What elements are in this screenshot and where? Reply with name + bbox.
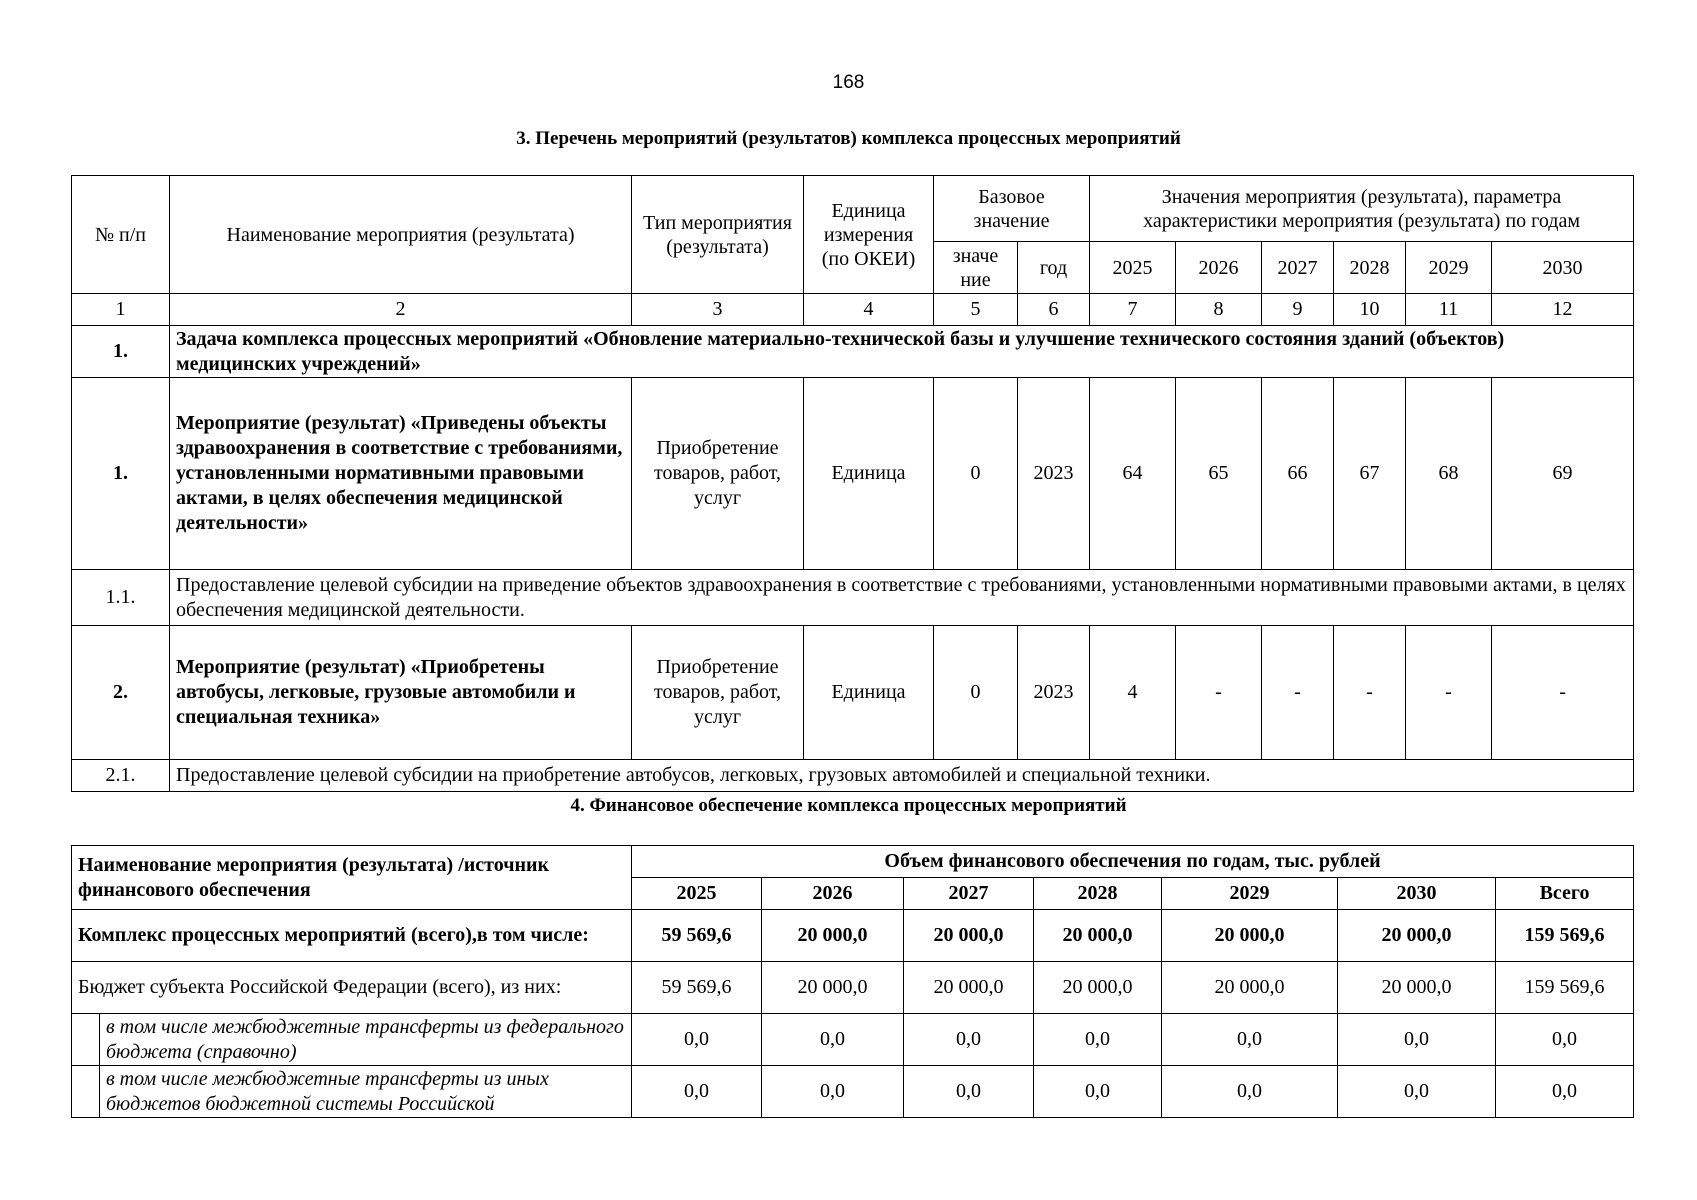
task-row xyxy=(72,326,1634,378)
fin-total: 159 569,6 xyxy=(1496,910,1634,962)
header-year: 2029 xyxy=(1406,242,1492,294)
activities-table xyxy=(71,175,1634,792)
fin-header-year: 2025 xyxy=(632,878,762,910)
fin-value: 20 000,0 xyxy=(904,910,1034,962)
column-number: 8 xyxy=(1176,294,1262,326)
activity-value: 64 xyxy=(1090,378,1176,570)
fin-row xyxy=(72,1014,1634,1066)
column-number: 7 xyxy=(1090,294,1176,326)
fin-row xyxy=(72,962,1634,1014)
fin-value: 20 000,0 xyxy=(904,962,1034,1014)
column-number: 1 xyxy=(72,294,170,326)
fin-total: 0,0 xyxy=(1496,1014,1634,1066)
activity-num: 2. xyxy=(72,626,170,760)
header-year: 2028 xyxy=(1334,242,1406,294)
fin-row-name: в том числе межбюджетные трансферты из федерального бюджета (справочно) xyxy=(100,1014,632,1066)
column-number: 10 xyxy=(1334,294,1406,326)
activity-base-value: 0 xyxy=(934,378,1018,570)
activity-value: - xyxy=(1176,626,1262,760)
header-year: 2027 xyxy=(1262,242,1334,294)
activity-type: Приобретение товаров, работ, услуг xyxy=(632,378,804,570)
fin-value: 20 000,0 xyxy=(1162,962,1338,1014)
fin-value: 20 000,0 xyxy=(1034,910,1162,962)
fin-value: 0,0 xyxy=(1338,1066,1496,1118)
fin-value: 20 000,0 xyxy=(1338,910,1496,962)
activity-value: - xyxy=(1334,626,1406,760)
sub-activity-num: 2.1. xyxy=(72,760,170,792)
fin-value: 0,0 xyxy=(632,1066,762,1118)
activity-value: 66 xyxy=(1262,378,1334,570)
sub-activity-row xyxy=(72,570,1634,626)
fin-value: 0,0 xyxy=(1338,1014,1496,1066)
activity-value: 67 xyxy=(1334,378,1406,570)
column-number: 11 xyxy=(1406,294,1492,326)
column-number: 4 xyxy=(804,294,934,326)
fin-row-name: Бюджет субъекта Российской Федерации (всего), из них: xyxy=(72,962,632,1014)
activity-name: Мероприятие (результат) «Приведены объекты здравоохранения в соответствие с требованиями, установленными нормативными правовыми актами, в целях обеспечения медицинской деятельности» xyxy=(170,378,632,570)
sub-activity-text: Предоставление целевой субсидии на приведение объектов здравоохранения в соответствие с требованиями, установленными нормативными правовыми актами, в целях обеспечения медицинской деятельности. xyxy=(170,570,1634,626)
activity-base-year: 2023 xyxy=(1018,378,1090,570)
fin-value: 0,0 xyxy=(1034,1014,1162,1066)
fin-value: 0,0 xyxy=(904,1014,1034,1066)
fin-value: 0,0 xyxy=(1162,1066,1338,1118)
fin-value: 0,0 xyxy=(904,1066,1034,1118)
header-base: Базовое значение xyxy=(934,176,1090,242)
column-number: 2 xyxy=(170,294,632,326)
activity-num: 1. xyxy=(72,378,170,570)
fin-header-year: 2028 xyxy=(1034,878,1162,910)
fin-value: 59 569,6 xyxy=(632,962,762,1014)
sub-activity-num: 1.1. xyxy=(72,570,170,626)
activity-value: 65 xyxy=(1176,378,1262,570)
fin-row-name: Комплекс процессных мероприятий (всего),в том числе: xyxy=(72,910,632,962)
fin-value: 20 000,0 xyxy=(762,962,904,1014)
sub-activity-text: Предоставление целевой субсидии на приобретение автобусов, легковых, грузовых автомобилей и специальной техники. xyxy=(170,760,1634,792)
header-base-value: значе ние xyxy=(934,242,1018,294)
fin-header-year: 2026 xyxy=(762,878,904,910)
fin-value: 0,0 xyxy=(1034,1066,1162,1118)
fin-value: 0,0 xyxy=(762,1066,904,1118)
fin-value: 0,0 xyxy=(1162,1014,1338,1066)
fin-value: 20 000,0 xyxy=(1162,910,1338,962)
header-year: 2025 xyxy=(1090,242,1176,294)
fin-header-volume: Объем финансового обеспечения по годам, тыс. рублей xyxy=(632,846,1634,878)
fin-value: 0,0 xyxy=(632,1014,762,1066)
header-values: Значения мероприятия (результата), параметра характеристики мероприятия (результата) по годам xyxy=(1090,176,1634,242)
column-number: 5 xyxy=(934,294,1018,326)
fin-header-year: 2027 xyxy=(904,878,1034,910)
activity-value: 4 xyxy=(1090,626,1176,760)
indent-cell xyxy=(72,1066,100,1118)
column-number: 3 xyxy=(632,294,804,326)
fin-value: 20 000,0 xyxy=(1338,962,1496,1014)
fin-value: 20 000,0 xyxy=(1034,962,1162,1014)
section-4-title: 4. Финансовое обеспечение комплекса процессных мероприятий xyxy=(570,795,1127,816)
task-text: Задача комплекса процессных мероприятий «Обновление материально-технической базы и улучшение технического состояния зданий (объектов) медицинских учреждений» xyxy=(170,326,1634,378)
activity-row xyxy=(72,378,1634,570)
header-unit: Единица измерения (по ОКЕИ) xyxy=(804,176,934,294)
header-year: 2030 xyxy=(1492,242,1634,294)
activity-value: 69 xyxy=(1492,378,1634,570)
fin-value: 59 569,6 xyxy=(632,910,762,962)
fin-header-total: Всего xyxy=(1496,878,1634,910)
column-numbers-row xyxy=(72,294,1634,326)
activity-row xyxy=(72,626,1634,760)
activity-base-value: 0 xyxy=(934,626,1018,760)
fin-row xyxy=(72,910,1634,962)
activity-unit: Единица xyxy=(804,378,934,570)
fin-value: 0,0 xyxy=(762,1014,904,1066)
activity-value: - xyxy=(1406,626,1492,760)
sub-activity-row xyxy=(72,760,1634,792)
header-num: № п/п xyxy=(72,176,170,294)
fin-total: 159 569,6 xyxy=(1496,962,1634,1014)
activity-type: Приобретение товаров, работ, услуг xyxy=(632,626,804,760)
header-type: Тип мероприятия (результата) xyxy=(632,176,804,294)
fin-header-year: 2029 xyxy=(1162,878,1338,910)
activity-value: 68 xyxy=(1406,378,1492,570)
activity-name: Мероприятие (результат) «Приобретены автобусы, легковые, грузовые автомобили и специальная техника» xyxy=(170,626,632,760)
page-number: 168 xyxy=(832,72,865,93)
activity-base-year: 2023 xyxy=(1018,626,1090,760)
activity-value: - xyxy=(1492,626,1634,760)
header-year: 2026 xyxy=(1176,242,1262,294)
column-number: 9 xyxy=(1262,294,1334,326)
fin-header-year: 2030 xyxy=(1338,878,1496,910)
indent-cell xyxy=(72,1014,100,1066)
section-3-title: 3. Перечень мероприятий (результатов) комплекса процессных мероприятий xyxy=(516,128,1181,149)
column-number: 12 xyxy=(1492,294,1634,326)
header-name: Наименование мероприятия (результата) xyxy=(170,176,632,294)
activity-unit: Единица xyxy=(804,626,934,760)
financing-table xyxy=(71,845,1634,1118)
fin-total: 0,0 xyxy=(1496,1066,1634,1118)
column-number: 6 xyxy=(1018,294,1090,326)
fin-row xyxy=(72,1066,1634,1118)
fin-row-name: в том числе межбюджетные трансферты из иных бюджетов бюджетной системы Российской xyxy=(100,1066,632,1118)
activity-value: - xyxy=(1262,626,1334,760)
header-base-year: год xyxy=(1018,242,1090,294)
task-num: 1. xyxy=(72,326,170,378)
fin-value: 20 000,0 xyxy=(762,910,904,962)
fin-header-name: Наименование мероприятия (результата) /источник финансового обеспечения xyxy=(72,846,632,910)
